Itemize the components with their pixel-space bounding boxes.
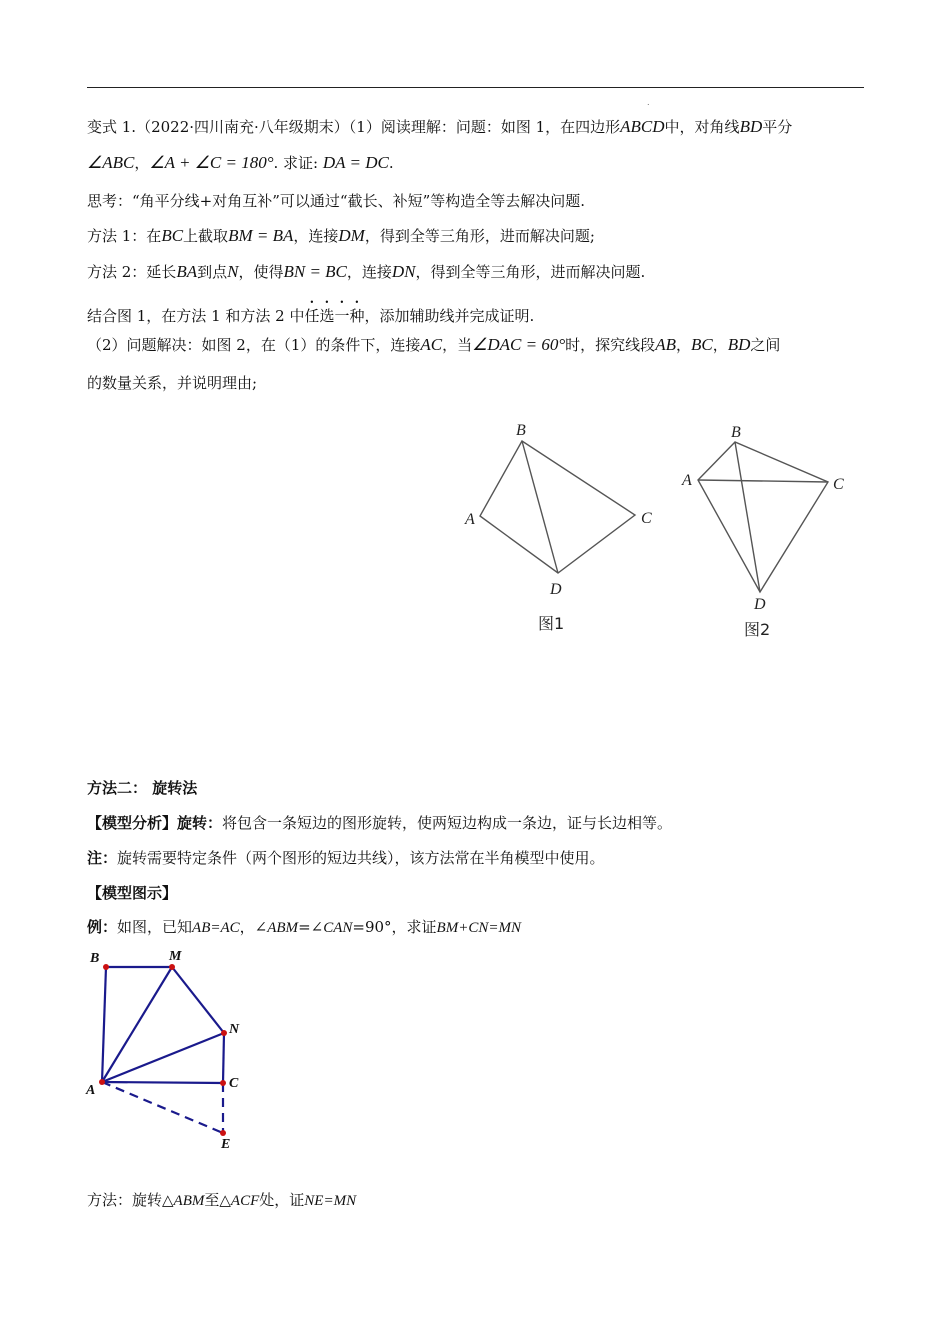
fig1-label-b: B — [516, 422, 526, 439]
fig1-label-c: C — [641, 510, 652, 527]
fig3-segment-ac — [102, 1082, 223, 1083]
fig2-quadrilateral — [698, 442, 828, 592]
fig3-label-c: C — [229, 1076, 239, 1091]
fig3-segment-nc — [223, 1033, 224, 1083]
figure-3 — [0, 940, 300, 1160]
fig1-caption: 图1 — [538, 614, 565, 633]
figure-1 — [480, 441, 635, 573]
model-analysis-line: 【模型分析】旋转：将包含一条短边的图形旋转，使两短边构成一条边，证与长边相等。 — [87, 814, 673, 832]
example-line: 例：如图，已知AB=AC，∠ABM=∠CAN=90°，求证BM+CN=MN — [87, 918, 521, 936]
figures-1-2 — [0, 0, 950, 660]
problem-line-2: ∠ABC，∠A + ∠C = 180°. 求证: DA = DC. — [87, 153, 394, 172]
fig3-label-a: A — [86, 1083, 96, 1098]
figure-2 — [698, 442, 828, 592]
model-diagram-label: 【模型图示】 — [87, 884, 178, 902]
fig3-point-m — [169, 964, 175, 970]
combine-line: 结合图 1，在方法 1 和方法 2 中任选一种，添加辅助线并完成证明. — [87, 307, 535, 325]
part-2-line: （2）问题解决：如图 2，在（1）的条件下，连接AC，当∠DAC = 60°时，探究线段AB，BC，BD之间 — [87, 335, 781, 354]
fig2-label-c: C — [833, 476, 844, 493]
fig3-segment-mn — [172, 967, 224, 1033]
method-2-line: 方法 2：延长BA到点N，使得BN = BC，连接DN，得到全等三角形，进而解决问题. — [87, 262, 646, 281]
part-2-line-2: 的数量关系，并说明理由; — [87, 374, 258, 392]
fig2-diagonal-ac — [698, 480, 828, 482]
fig3-label-n: N — [229, 1022, 240, 1037]
rotation-method-line: 方法：旋转△ABM至△ACF处，证NE=MN — [87, 1191, 357, 1209]
think-line: 思考：“角平分线+对角互补”可以通过“截长、补短”等构造全等去解决问题. — [87, 192, 586, 210]
fig1-quadrilateral — [480, 441, 635, 573]
problem-line-1: 变式 1.（2022·四川南充·八年级期末）（1）阅读理解：问题：如图 1，在四边形ABCD中，对角线BD平分 — [87, 117, 793, 136]
fig3-point-n — [221, 1030, 227, 1036]
method-2-title: 方法二： 旋转法 — [87, 779, 198, 797]
method-1-line: 方法 1：在BC上截取BM = BA，连接DM，得到全等三角形，进而解决问题; — [87, 226, 595, 245]
fig2-label-d: D — [754, 596, 766, 613]
fig3-point-b — [103, 964, 109, 970]
fig3-segment-am — [102, 967, 172, 1082]
fig3-point-a — [99, 1079, 105, 1085]
fig3-label-m: M — [169, 949, 182, 964]
fig3-point-e — [220, 1130, 226, 1136]
fig2-caption: 图2 — [744, 620, 771, 639]
fig1-label-a: A — [465, 511, 475, 528]
fig3-segment-an — [102, 1033, 224, 1082]
fig2-label-a: A — [682, 472, 692, 489]
fig3-point-c — [220, 1080, 226, 1086]
header-dot: . — [647, 98, 650, 107]
fig3-label-b: B — [90, 951, 100, 966]
fig3-label-e: E — [221, 1137, 231, 1152]
fig1-label-d: D — [550, 581, 562, 598]
fig3-dashed-ae — [102, 1082, 223, 1133]
note-line: 注：旋转需要特定条件（两个图形的短边共线），该方法常在半角模型中使用。 — [87, 849, 605, 867]
fig2-label-b: B — [731, 424, 741, 441]
fig3-segment-ba — [102, 967, 106, 1082]
